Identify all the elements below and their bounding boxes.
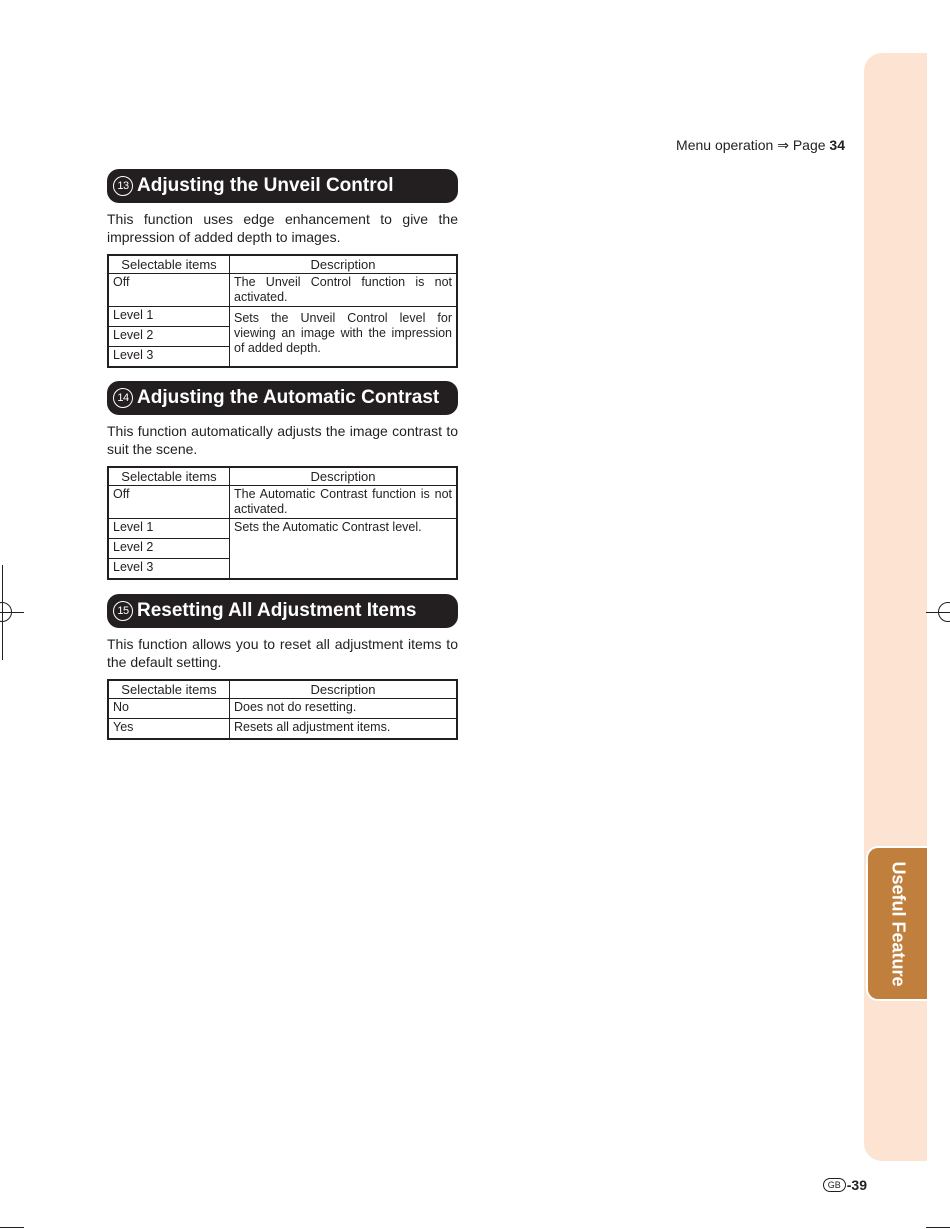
table-cell-item: Level 1 (108, 307, 230, 327)
table-cell-item: No (108, 699, 230, 719)
page-number (823, 1177, 867, 1193)
section-number-badge: 14 (113, 388, 133, 408)
section-title-bar (107, 381, 458, 415)
table-cell-description: Does not do resetting. (230, 699, 458, 719)
section-description: This function uses edge enhancement to give the impression of added depth to images. (107, 211, 458, 245)
table-row (108, 519, 457, 539)
menu-ref-page: 34 (829, 137, 845, 153)
options-table (107, 254, 458, 368)
table-header-description: Description (230, 680, 458, 699)
table-header-description: Description (230, 255, 458, 274)
section-reset-all (107, 594, 458, 740)
section-unveil-control (107, 169, 458, 368)
section-description: This function automatically adjusts the image contrast to suit the scene. (107, 423, 458, 457)
section-description: This function allows you to reset all adjustment items to the default setting. (107, 636, 458, 670)
table-cell-item: Level 1 (108, 519, 230, 539)
section-title: Adjusting the Automatic Contrast (137, 387, 440, 408)
section-automatic-contrast (107, 381, 458, 580)
region-badge: GB (823, 1178, 846, 1192)
table-row (108, 699, 457, 719)
registration-mark-right (938, 602, 950, 622)
table-header-items: Selectable items (108, 467, 230, 486)
table-cell-item: Yes (108, 719, 230, 740)
crop-mark-bottom-left (0, 1227, 24, 1228)
section-title-bar (107, 169, 458, 203)
table-header-description: Description (230, 467, 458, 486)
table-cell-description: The Unveil Control function is not activated. (230, 274, 458, 307)
menu-ref-text: Menu operation ⇒ Page (676, 137, 826, 153)
options-table (107, 679, 458, 740)
registration-mark-left (0, 602, 12, 622)
section-number-badge: 15 (113, 601, 133, 621)
options-table (107, 466, 458, 580)
table-header-row (108, 255, 457, 274)
side-tab[interactable] (866, 846, 927, 1001)
section-number-badge: 13 (113, 176, 133, 196)
table-cell-description: Resets all adjustment items. (230, 719, 458, 740)
table-cell-item: Off (108, 486, 230, 519)
table-header-row (108, 467, 457, 486)
table-cell-description: Sets the Unveil Control level for viewing an image with the impression of added depth. (230, 307, 458, 368)
table-row (108, 274, 457, 307)
table-header-items: Selectable items (108, 680, 230, 699)
table-cell-item: Level 3 (108, 347, 230, 368)
table-cell-item: Level 3 (108, 559, 230, 580)
table-header-items: Selectable items (108, 255, 230, 274)
table-row (108, 486, 457, 519)
page-number-value: -39 (846, 1177, 867, 1193)
menu-reference (676, 137, 845, 154)
table-cell-description: Sets the Automatic Contrast level. (230, 519, 458, 580)
table-row (108, 719, 457, 740)
table-cell-item: Off (108, 274, 230, 307)
section-title: Adjusting the Unveil Control (137, 175, 394, 196)
section-title: Resetting All Adjustment Items (137, 600, 417, 621)
side-tab-label: Useful Feature (888, 860, 908, 987)
table-cell-item: Level 2 (108, 539, 230, 559)
table-header-row (108, 680, 457, 699)
table-cell-item: Level 2 (108, 327, 230, 347)
table-row (108, 307, 457, 327)
table-cell-description: The Automatic Contrast function is not activated. (230, 486, 458, 519)
section-title-bar (107, 594, 458, 628)
crop-mark-bottom-right (926, 1227, 950, 1228)
